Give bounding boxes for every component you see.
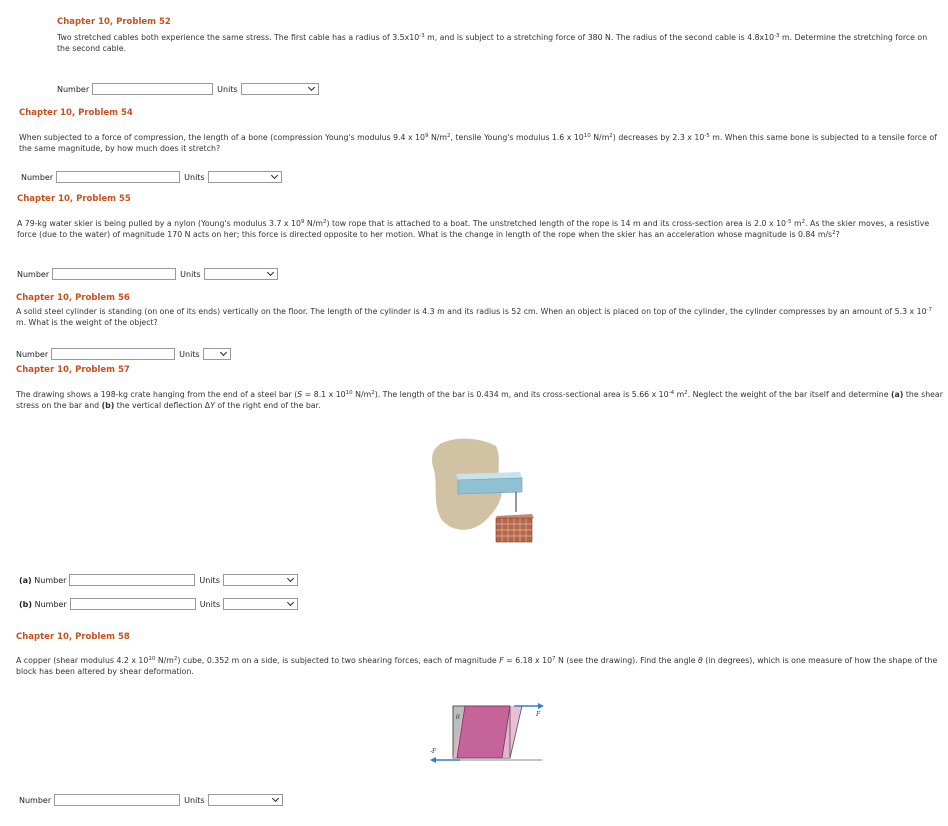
problem-57b-number-input[interactable] [70, 598, 196, 610]
number-label: Number [19, 795, 52, 805]
chevron-down-icon [308, 84, 315, 91]
part-a-label: (a) [19, 575, 32, 585]
problem-54-answer-row [21, 170, 282, 184]
problem-58-units-select[interactable] [208, 794, 283, 806]
units-label: Units [217, 84, 238, 94]
problem-54-units-select[interactable] [208, 171, 282, 183]
problem-57b-answer-row [19, 597, 298, 611]
chevron-down-icon [220, 349, 227, 356]
problem-55-answer-row [17, 267, 278, 281]
problem-52-units-select[interactable] [241, 83, 319, 95]
problem-52-number-input[interactable] [92, 83, 213, 95]
force-f-label: F [536, 711, 541, 718]
number-label: Number [16, 349, 49, 359]
number-label: Number [57, 84, 90, 94]
problem-55-text: A 79-kg water skier is being pulled by a nylon (Young's modulus 3.7 x $10^9$ $N/m^2$) tow rope that is attached to a boat. The unstretched length of the rope is 14 m and its cross-section area is 2.0 x $10^{-5}$ $m^2$. As the skier moves, a resistive force (due to the water) of magnitude 170 N acts on her; this force is directed opposite to her motion. What is the change in length of the rope when the skier has an acceleration whose magnitude is 0.84 $m/s^2$? [17, 219, 930, 239]
problem-57-figure [430, 436, 542, 546]
units-label: Units [184, 795, 205, 805]
problem-56-text: A solid steel cylinder is standing (on one of its ends) vertically on the floor. The length of the cylinder is 4.3 m and its radius is 52 cm. When an object is placed on top of the cylinder, the cylinder compresses by an amount of 5.3 x $10^{-7}$ m. What is the weight of the object? [16, 307, 933, 327]
problem-54-number-input[interactable] [56, 171, 180, 183]
problem-56-units-select[interactable] [203, 348, 231, 360]
heading-problem-55: Chapter 10, Problem 55 [17, 194, 131, 204]
problem-57a-units-select[interactable] [223, 574, 298, 586]
problem-52-answer-row [57, 82, 319, 96]
problem-57-text: The drawing shows a 198-kg crate hanging from the end of a steel bar (S = 8.1 x $10^{10}$ $N/m^2$). The length of the bar is 0.434 m, and its cross-sectional area is 5.66 x $10^{-4}$ $m^2$. Neglect the weight of the bar itself and determine (a) the shear stress on the bar and (b) the vertical deflection ΔY of the right end of the bar. [16, 390, 943, 410]
chevron-down-icon [271, 172, 278, 179]
sheared-cube [457, 706, 510, 758]
problem-58-answer-row [19, 793, 283, 807]
problem-55-units-select[interactable] [204, 268, 278, 280]
problem-55-number-input[interactable] [52, 268, 176, 280]
problem-58-figure [424, 701, 554, 767]
chevron-down-icon [287, 599, 294, 606]
part-b-label: (b) [19, 599, 33, 609]
problem-57a-answer-row [19, 573, 298, 587]
problem-56-number-input[interactable] [51, 348, 175, 360]
problem-57b-units-select[interactable] [223, 598, 298, 610]
problem-58-text: A copper (shear modulus 4.2 x $10^{10}$ $N/m^2$) cube, 0.352 m on a side, is subjected to two shearing forces, each of magnitude F = 6.18 x $10^7$ N (see the drawing). Find the angle θ (in degrees), which is one measure of how the shape of the block has been altered by shear deformation. [16, 656, 938, 676]
units-label: Units [179, 349, 200, 359]
number-label: Number [21, 172, 54, 182]
units-label: Units [184, 172, 205, 182]
heading-problem-52: Chapter 10, Problem 52 [57, 17, 171, 27]
chevron-down-icon [267, 269, 274, 276]
problem-56-answer-row [16, 347, 231, 361]
problem-57a-number-input[interactable] [69, 574, 195, 586]
force-arrowhead-left [430, 757, 436, 763]
chevron-down-icon [287, 575, 294, 582]
heading-problem-56: Chapter 10, Problem 56 [16, 293, 130, 303]
force-neg-f-label: -F [430, 748, 437, 755]
number-label: Number [34, 599, 67, 609]
units-label: Units [199, 575, 220, 585]
heading-problem-57: Chapter 10, Problem 57 [16, 365, 130, 375]
force-arrowhead-right [538, 703, 544, 709]
problem-58-number-input[interactable] [54, 794, 180, 806]
number-label: Number [34, 575, 67, 585]
steel-bar [458, 478, 522, 494]
theta-label: θ [456, 714, 460, 721]
problem-54-text: When subjected to a force of compression, the length of a bone (compression Young's modulus 9.4 x $10^9$ $N/m^2$, tensile Young's modulus 1.6 x $10^{10}$ $N/m^2$) decreases by 2.3 x $10^{-5}$ m. When this same bone is subjected to a tensile force of the same magnitude, by how much does it stretch? [19, 133, 937, 153]
heading-problem-54: Chapter 10, Problem 54 [19, 108, 133, 118]
units-label: Units [199, 599, 221, 609]
problem-52-text: Two stretched cables both experience the same stress. The first cable has a radius of $3.5x10^{-3}$ m, and is subject to a stretching force of 380 N. The radius of the second cable is $4.8x10^{-3}$ m. Determine the stretching force on the second cable. [57, 33, 928, 53]
heading-problem-58: Chapter 10, Problem 58 [16, 632, 130, 642]
number-label: Number [17, 269, 50, 279]
units-label: Units [180, 269, 201, 279]
chevron-down-icon [272, 795, 279, 802]
